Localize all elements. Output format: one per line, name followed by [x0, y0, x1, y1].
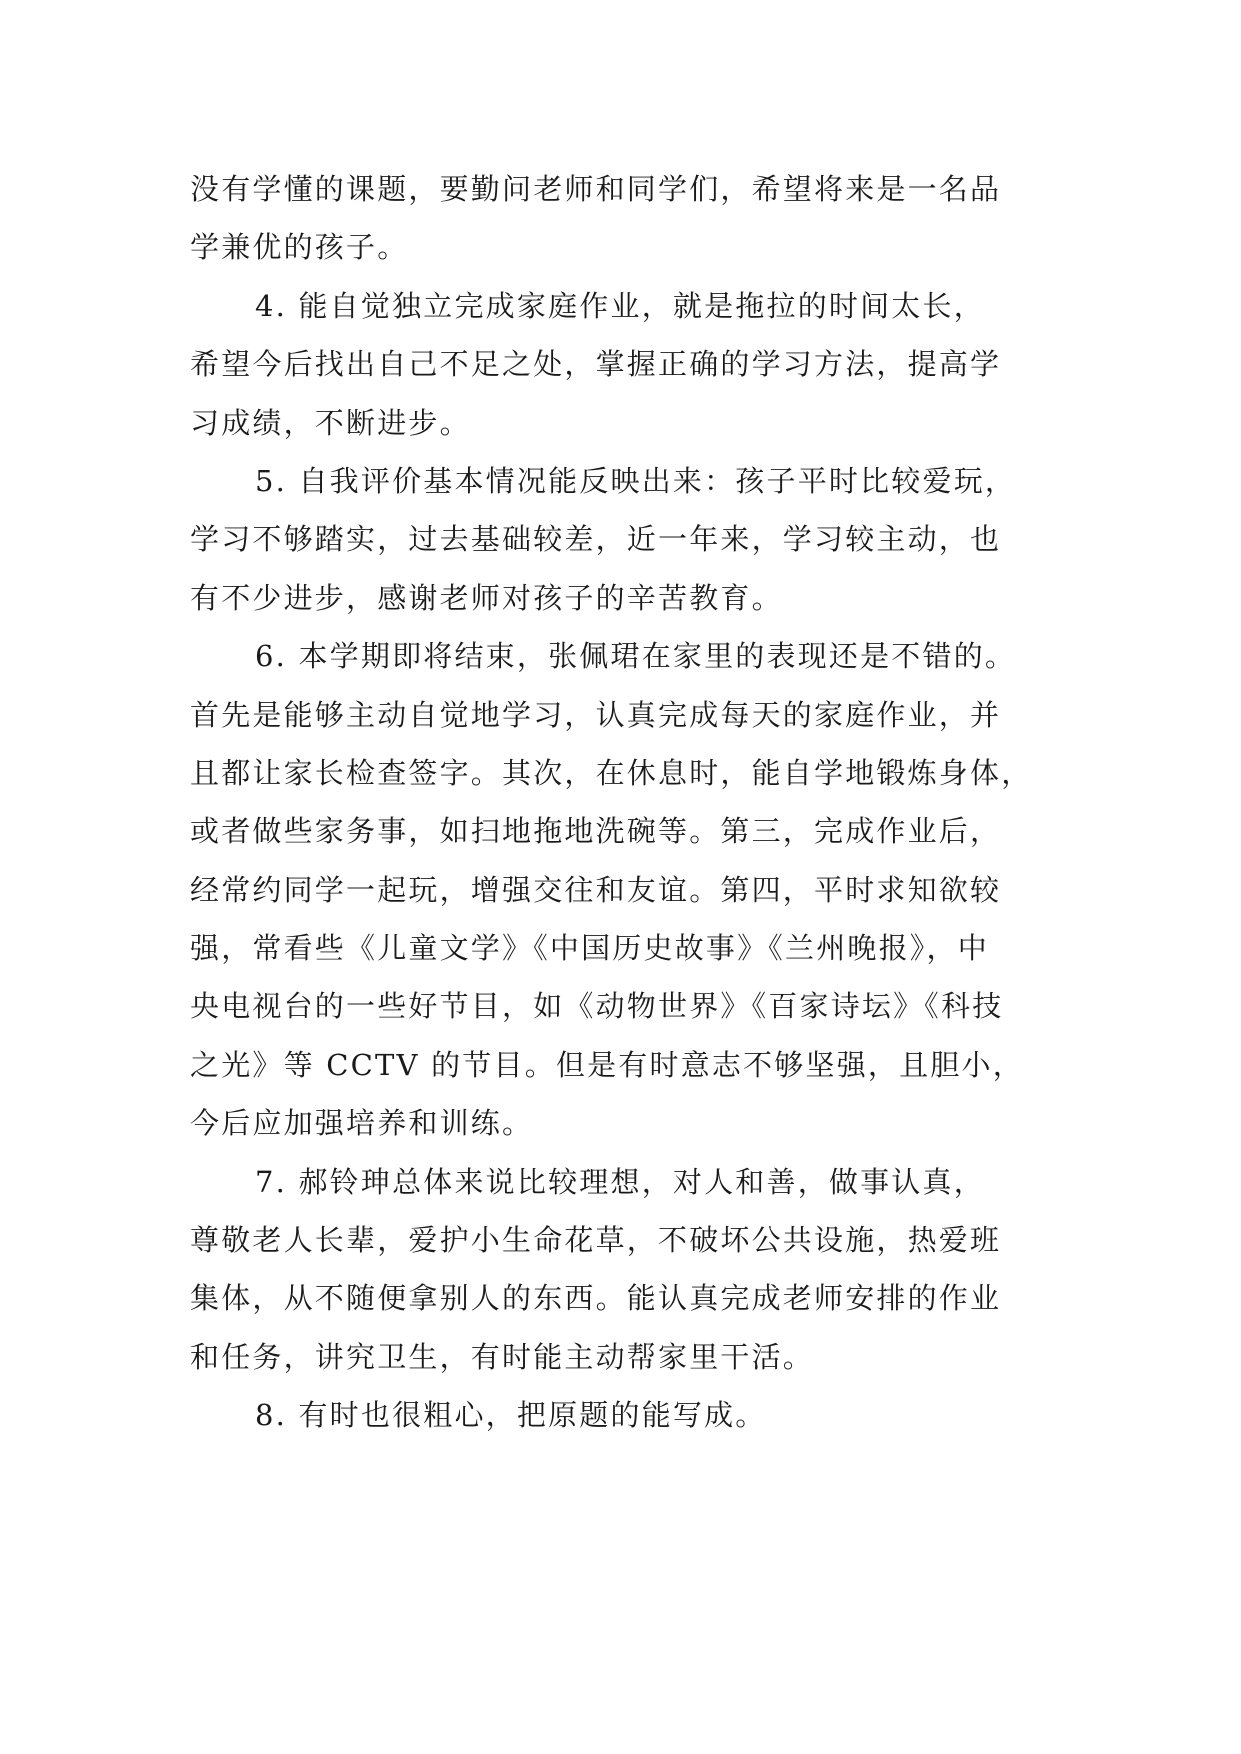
text-line: 经常约同学一起玩，增强交往和友谊。第四，平时求知欲较: [190, 872, 1002, 907]
text-line: 习成绩，不断进步。: [190, 405, 471, 440]
text-line: 学习不够踏实，过去基础较差，近一年来，学习较主动，也: [190, 522, 1002, 557]
document-body: [190, 160, 1070, 1445]
text-line: 6. 本学期即将结束，张佩珺在家里的表现还是不错的。: [255, 639, 1017, 674]
text-line: 希望今后找出自己不足之处，掌握正确的学习方法，提高学: [190, 347, 1002, 382]
text-line: 和任务，讲究卫生，有时能主动帮家里干活。: [190, 1339, 815, 1374]
text-line: 集体，从不随便拿别人的东西。能认真完成老师安排的作业: [190, 1281, 1002, 1316]
text-line: 强，常看些《儿童文学》《中国历史故事》《兰州晚报》，中: [190, 931, 989, 966]
text-line: 5. 自我评价基本情况能反映出来：孩子平时比较爱玩，: [255, 463, 1017, 498]
text-line: 且都让家长检查签字。其次，在休息时，能自学地锻炼身体，: [190, 755, 1033, 790]
text-line: 央电视台的一些好节目，如《动物世界》《百家诗坛》《科技: [190, 989, 1004, 1024]
text-line: 或者做些家务事，如扫地拖地洗碗等。第三，完成作业后，: [190, 814, 1002, 849]
text-line: 有不少进步，感谢老师对孩子的辛苦教育。: [190, 580, 783, 615]
text-line: 之光》等 CCTV 的节目。但是有时意志不够坚强，且胆小，: [190, 1047, 1024, 1082]
text-line: 首先是能够主动自觉地学习，认真完成每天的家庭作业，并: [190, 697, 1002, 732]
text-line: 学兼优的孩子。: [190, 230, 409, 265]
text-line: 7. 郝铃珅总体来说比较理想，对人和善，做事认真，: [255, 1164, 985, 1199]
text-line: 今后应加强培养和训练。: [190, 1106, 534, 1141]
text-line: 没有学懂的课题，要勤问老师和同学们，希望将来是一名品: [190, 172, 1002, 206]
text-line: 8. 有时也很粗心，把原题的能写成。: [255, 1398, 767, 1433]
text-line: 4. 能自觉独立完成家庭作业，就是拖拉的时间太长，: [255, 288, 985, 323]
text-line: 尊敬老人长辈，爱护小生命花草，不破坏公共设施，热爱班: [190, 1223, 1002, 1258]
